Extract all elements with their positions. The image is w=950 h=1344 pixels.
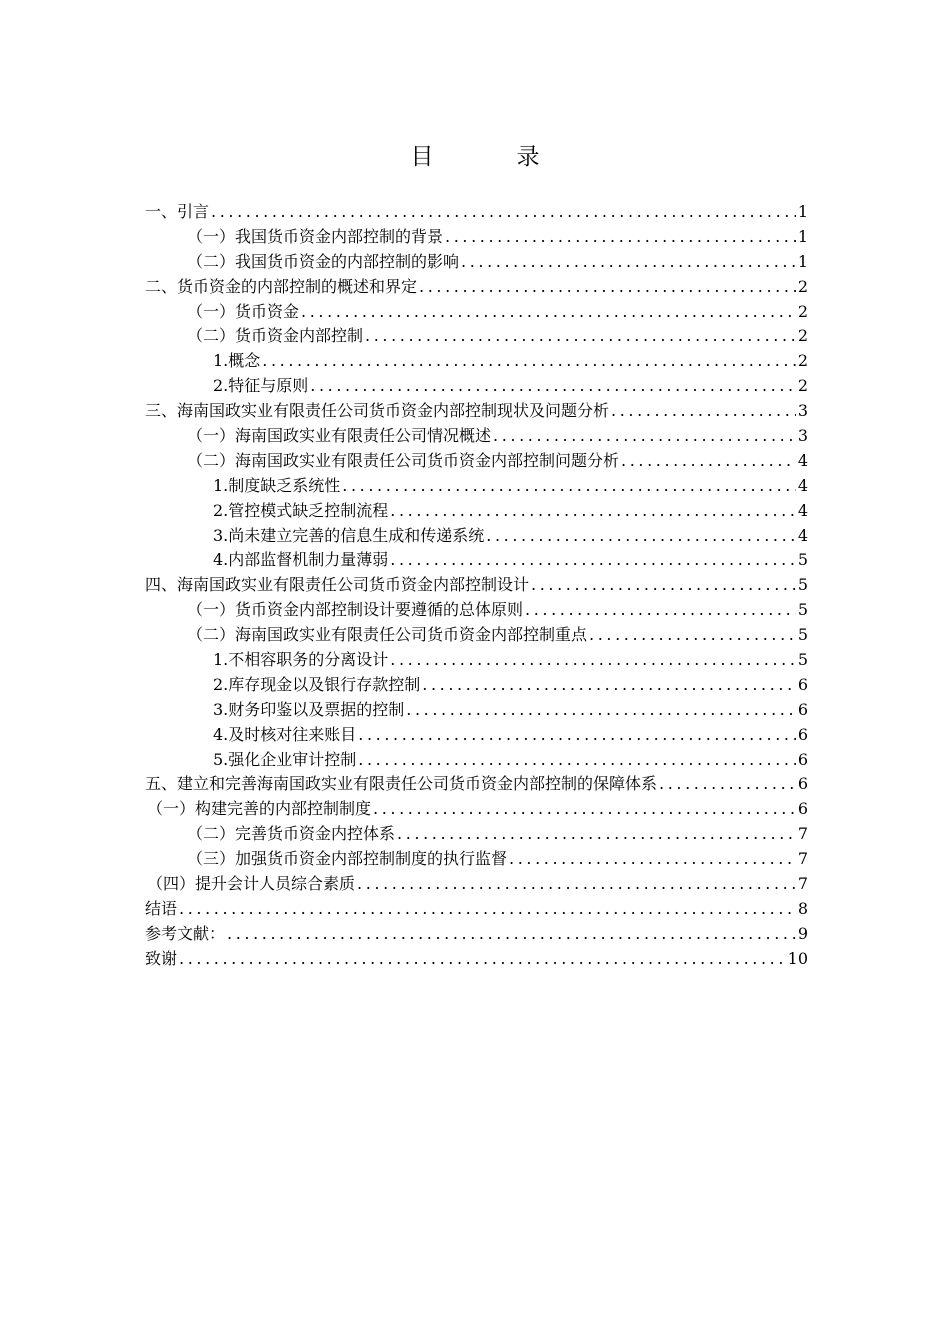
toc-entry-label: 2.特征与原则 (213, 376, 309, 396)
dot-leader (659, 772, 796, 797)
dot-leader (390, 499, 796, 524)
dot-leader (301, 300, 796, 325)
toc-entry-label: 三、海南国政实业有限责任公司货币资金内部控制现状及问题分析 (145, 401, 610, 421)
toc-entry-label: 四、海南国政实业有限责任公司货币资金内部控制设计 (145, 575, 530, 595)
toc-entry[interactable] (145, 797, 808, 822)
dot-leader (310, 374, 796, 399)
toc-entry-label: 参考文献： (145, 923, 226, 943)
toc-entry-label: 3.财务印鉴以及票据的控制 (213, 699, 405, 719)
toc-entry[interactable] (145, 374, 808, 399)
toc-entry-label: （一）我国货币资金内部控制的背景 (187, 226, 444, 246)
dot-leader (509, 847, 796, 872)
toc-entry-label: 4.内部监督机制力量薄弱 (213, 550, 389, 570)
toc-entry-page-number: 5 (797, 625, 808, 645)
toc-entry-page-number: 9 (797, 923, 808, 943)
toc-entry-label: 一、引言 (145, 202, 210, 221)
toc-entry-page-number: 5 (797, 650, 808, 670)
toc-entry-page-number: 6 (797, 799, 808, 819)
dot-leader (179, 947, 786, 972)
toc-entry[interactable] (145, 947, 808, 972)
toc-entry-label: 3.尚未建立完善的信息生成和传递系统 (213, 525, 485, 545)
toc-entry[interactable] (145, 524, 808, 549)
toc-entry[interactable] (145, 324, 808, 349)
toc-entry-page-number: 7 (797, 849, 808, 869)
toc-entry-page-number: 1 (797, 226, 808, 246)
toc-entry[interactable] (145, 200, 808, 225)
dot-leader (397, 822, 796, 847)
dot-leader (365, 324, 796, 349)
toc-entry-page-number: 2 (797, 351, 808, 371)
dot-leader (461, 250, 796, 275)
toc-entry[interactable] (145, 847, 808, 872)
dot-leader (373, 797, 796, 822)
toc-entry[interactable] (145, 349, 808, 374)
dot-leader (211, 200, 796, 225)
dot-leader (358, 748, 796, 773)
toc-entry[interactable] (145, 772, 808, 797)
toc-entry[interactable] (145, 300, 808, 325)
toc-entry-label: （一）货币资金 (187, 301, 300, 321)
toc-entry[interactable] (145, 275, 808, 300)
dot-leader (342, 474, 796, 499)
toc-entry-page-number: 2 (797, 376, 808, 396)
toc-title: 目 录 (410, 144, 570, 170)
dot-leader (406, 698, 796, 723)
toc-entry[interactable] (145, 598, 808, 623)
dot-leader (589, 623, 796, 648)
dot-leader (357, 872, 796, 897)
dot-leader (358, 723, 796, 748)
toc-entry-label: 2.库存现金以及银行存款控制 (213, 674, 421, 694)
dot-leader (486, 524, 796, 549)
toc-entry[interactable] (145, 897, 808, 922)
table-of-contents (145, 200, 808, 972)
toc-entry-page-number: 5 (797, 550, 808, 570)
toc-entry-page-number: 1 (797, 251, 808, 271)
toc-entry-page-number: 4 (797, 525, 808, 545)
toc-entry-page-number: 6 (797, 674, 808, 694)
toc-entry-page-number: 5 (797, 600, 808, 620)
toc-entry-page-number: 7 (797, 874, 808, 894)
toc-entry[interactable] (145, 922, 808, 947)
toc-entry-label: （一）海南国政实业有限责任公司情况概述 (187, 426, 492, 446)
toc-entry-label: （二）货币资金内部控制 (187, 326, 364, 346)
toc-entry[interactable] (145, 449, 808, 474)
toc-entry-label: （二）海南国政实业有限责任公司货币资金内部控制问题分析 (187, 450, 620, 470)
toc-entry[interactable] (145, 573, 808, 598)
dot-leader (531, 573, 796, 598)
toc-entry-page-number: 3 (797, 401, 808, 421)
dot-leader (227, 922, 796, 947)
toc-entry-label: 五、建立和完善海南国政实业有限责任公司货币资金内部控制的保障体系 (145, 774, 658, 794)
toc-entry[interactable] (145, 748, 808, 773)
toc-entry-label: （二）完善货币资金内控体系 (187, 824, 396, 844)
toc-entry-page-number: 5 (797, 575, 808, 595)
toc-entry-label: 1.制度缺乏系统性 (213, 475, 341, 495)
toc-entry-label: （一）货币资金内部控制设计要遵循的总体原则 (187, 600, 524, 620)
toc-entry-label: 4.及时核对往来账目 (213, 724, 357, 744)
toc-entry-page-number: 1 (797, 202, 808, 221)
toc-entry-page-number: 2 (797, 326, 808, 346)
dot-leader (419, 275, 796, 300)
toc-entry[interactable] (145, 399, 808, 424)
toc-entry[interactable] (145, 225, 808, 250)
toc-entry-page-number: 4 (797, 500, 808, 520)
toc-entry-label: （四）提升会计人员综合素质 (147, 874, 356, 894)
toc-entry[interactable] (145, 822, 808, 847)
toc-entry-page-number: 6 (797, 749, 808, 769)
toc-entry-page-number: 6 (797, 724, 808, 744)
toc-entry-label: 2.管控模式缺乏控制流程 (213, 500, 389, 520)
toc-entry-page-number: 8 (797, 898, 808, 918)
toc-entry-label: （二）海南国政实业有限责任公司货币资金内部控制重点 (187, 625, 588, 645)
dot-leader (390, 548, 796, 573)
toc-entry[interactable] (145, 723, 808, 748)
toc-entry-label: 5.强化企业审计控制 (213, 749, 357, 769)
toc-entry-label: （三）加强货币资金内部控制制度的执行监督 (187, 849, 508, 869)
toc-entry[interactable] (145, 872, 808, 897)
dot-leader (493, 424, 796, 449)
toc-entry-page-number: 10 (787, 948, 808, 968)
toc-entry[interactable] (145, 474, 808, 499)
toc-entry-page-number: 7 (797, 824, 808, 844)
toc-entry-page-number: 4 (797, 450, 808, 470)
toc-entry-page-number: 6 (797, 774, 808, 794)
toc-entry[interactable] (145, 698, 808, 723)
toc-entry-page-number: 3 (797, 426, 808, 446)
dot-leader (525, 598, 796, 623)
dot-leader (179, 897, 796, 922)
toc-entry[interactable] (145, 673, 808, 698)
toc-entry-page-number: 6 (797, 699, 808, 719)
toc-entry-page-number: 4 (797, 475, 808, 495)
toc-entry-label: 1.不相容职务的分离设计 (213, 650, 389, 670)
dot-leader (611, 399, 796, 424)
dot-leader (422, 673, 796, 698)
toc-entry[interactable] (145, 548, 808, 573)
toc-entry-page-number: 2 (797, 276, 808, 296)
toc-entry[interactable] (145, 623, 808, 648)
toc-entry[interactable] (145, 648, 808, 673)
toc-entry[interactable] (145, 250, 808, 275)
toc-entry-page-number: 2 (797, 301, 808, 321)
dot-leader (621, 449, 796, 474)
toc-entry-label: 结语 (145, 898, 178, 918)
toc-entry[interactable] (145, 424, 808, 449)
dot-leader (390, 648, 796, 673)
toc-entry-label: （二）我国货币资金的内部控制的影响 (187, 251, 460, 271)
dot-leader (445, 225, 796, 250)
dot-leader (262, 349, 796, 374)
toc-entry-label: 1.概念 (213, 351, 261, 371)
toc-entry[interactable] (145, 499, 808, 524)
toc-entry-label: 二、货币资金的内部控制的概述和界定 (145, 276, 418, 296)
toc-entry-label: 致谢 (145, 948, 178, 968)
toc-entry-label: （一）构建完善的内部控制制度 (147, 799, 372, 819)
